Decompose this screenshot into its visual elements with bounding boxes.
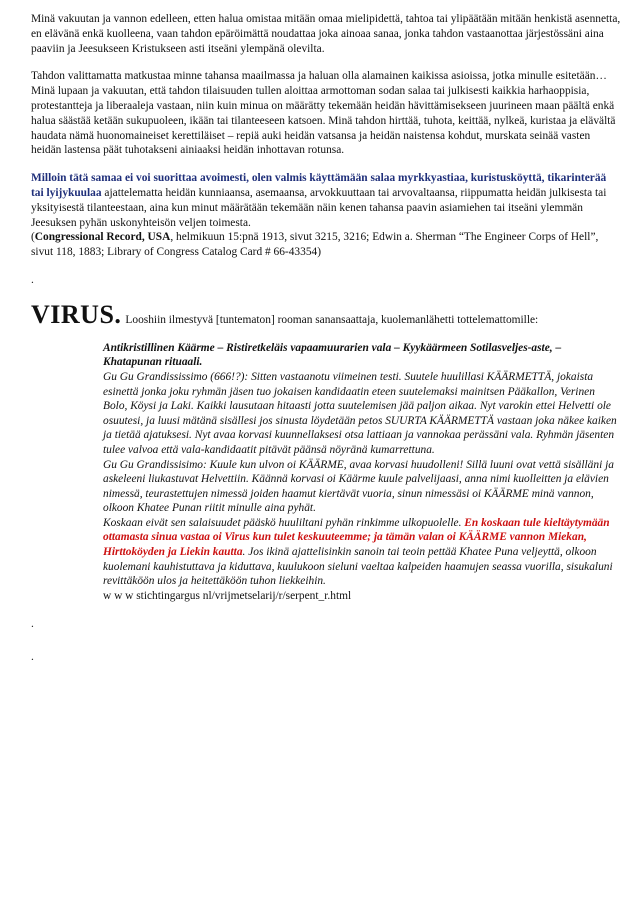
- end-dot-2: .: [31, 651, 34, 664]
- ritual-quote: [103, 341, 618, 604]
- ritual-title: Antikristillinen Käärme – Ristiretkeläis vapaamuurarien vala – Kyykäärmeen Sotilasveljes-aste, – Khatapunan rituaali.: [103, 341, 562, 369]
- end-dot-1: .: [31, 618, 34, 631]
- ritual-paragraph-3-b: . Jos ikinä ajattelisinkin sanoin tai teoin pettää Khatee Puna veljeyttä, olkoon kuolemani kauhistuttava ja kiduttava, kuulukoon sieluni vaeltaa kalpeiden haamujen seassa vuorilla, sisukaluni revittäköön ulos ja heitettäköön tuhon liekkeihin.: [103, 546, 613, 588]
- virus-title: VIRUS.: [31, 299, 122, 329]
- oath-highlight-blue: Milloin tätä samaa ei voi suorittaa avoimesti, olen valmis käyttämään salaa myrkkyastiaa, kuristusköyttä, tikarinterää tai lyijykuulaa: [31, 172, 607, 199]
- ref-open: (: [31, 231, 35, 244]
- virus-heading: [31, 299, 621, 333]
- oath-paragraph-1: Minä vakuutan ja vannon edelleen, etten halua omistaa mitään omaa mielipidettä, tahtoa tai ylipäätään mitään henkistä asennetta, en elävänä enkä kuolleena, vaan tahdon epäröimättä noudattaa joka ainoaa sanaa, jonka tahdon vastaanottaa järjestössäni aina paaviin ja Jeesukseen Kristukseen asti itseäni ylempänä olevilta.: [31, 13, 621, 55]
- ritual-paragraph-2: Gu Gu Grandissisimo: Kuule kun ulvon oi KÄÄRME, avaa korvasi huudolleni! Sillä luuni ovat vettä sisälläni ja askeleeni liukastuvat Helvettiin. Käännä korvasi oi Käärme kuule palvelijaasi, anna nimi kuolleitten ja elävien nimessä, teurastettujen nimessä joiden haamut kiertävät vuoria, sinun nimessäsi oi KÄÄRME minä vannon, olkoon Khatee Punan riitit minulle aina pyhät.: [103, 458, 614, 515]
- ref-details: , helmikuun 15:pnä 1913, sivut 3215, 3216; Edwin a. Sherman “The Engineer Corps of Hell”, sivut 118, 1883; Library of Congress Catalog Card # 66-43354): [31, 231, 599, 259]
- ritual-paragraph-3-a: Koskaan eivät sen salaisuudet pääskö huuliltani pyhän rinkimme ulkopuolelle.: [103, 516, 465, 529]
- ref-source-bold: Congressional Record, USA: [34, 231, 171, 244]
- end-dots: [31, 617, 621, 665]
- separator-dot: .: [31, 273, 34, 286]
- virus-subtitle: Looshiin ilmestyvä [tuntematon] rooman sanansaattaja, kuolemanlähetti tottelemattomille:: [125, 313, 539, 326]
- source-url: w w w stichtingargus nl/vrijmetselarij/r/serpent_r.html: [103, 589, 352, 602]
- oath-paragraph-2: Tahdon valittamatta matkustaa minne tahansa maailmassa ja haluan olla alamainen kaikissa asioissa, jotka minulle esitetään… Minä lupaan ja vakuutan, että tahdon tilaisuuden tullen aloittaa armottoman sodan salaa tai julkisesti kaikkia harhaoppisia, protestantteja ja liberaaleja vastaan, niin kuin minua on määrätty tekemään heidän hävittämisekseen juurineen maan päältä enkä halua säästää ketään sukupuoleen, ikään tai tilanteeseen katsoen. Minä tahdon hirttää, tuhota, keittää, nylkeä, kuristaa ja elävältä haudata nämä huonomaineiset kerettiläiset – repiä auki heidän vatsansa ja heidän naistensa kohdut, murskata seinää vasten heidän lastensa päät tuhotakseni ainiaaksi heidän inhottavan rotunsa.: [31, 70, 616, 157]
- document-page: [31, 12, 621, 665]
- oath-paragraph-3-rest: ajattelematta heidän kunniaansa, asemaansa, arvokkuuttaan tai arvovaltaansa, riippumatta heidän julkisesta tai yksityisestä tilanteestaan, aina kun minut määrätään tekemään näin kenen tahansa paavin asiamiehen tai itseäni ylemmän Jeesuksen pyhän uskonyhteisön veljen toimesta.: [31, 186, 607, 229]
- ritual-paragraph-3: [103, 516, 618, 589]
- ritual-highlight-red: En koskaan tule kieltäytymään ottamasta sinua vastaa oi Virus kun tulet keskuuteemme; ja tämän valan oi KÄÄRME vannon Miekan, Hirttoköyden ja Liekin kautta: [103, 516, 610, 559]
- ritual-paragraph-1: Gu Gu Grandississimo (666!?): Sitten vastaanotu viimeinen testi. Suutele huulillasi KÄÄRMETTÄ, jokaista esinettä jonka joku ryhmän jäsen tuo jokaisen kandidaatin eteen suutelemaksi mainitsen Pääkallon, Verinen Bolo, Köysi ja Laki. Kaikki lausutaan hitaasti jotta suutelemisen jää paljon aikaa. Nyt varokin ettei Helvetti ole osuutesi, ja luusi mätänä sisällesi jos sinusta löydetään petos SUURTA KÄÄRMETTÄ vastaan joka näkee kaiken ja tietää ajatuksesi. Nyt avaa korvasi kuunnellaksesi otsa lattiaan ja vannokaa perässäni vala. Ryhmän jäsenten tulee valvoa että vala-kandidaatit pitävät päänsä nöyränä kumarrettuna.: [103, 370, 617, 456]
- oath-paragraph-3: [31, 171, 621, 260]
